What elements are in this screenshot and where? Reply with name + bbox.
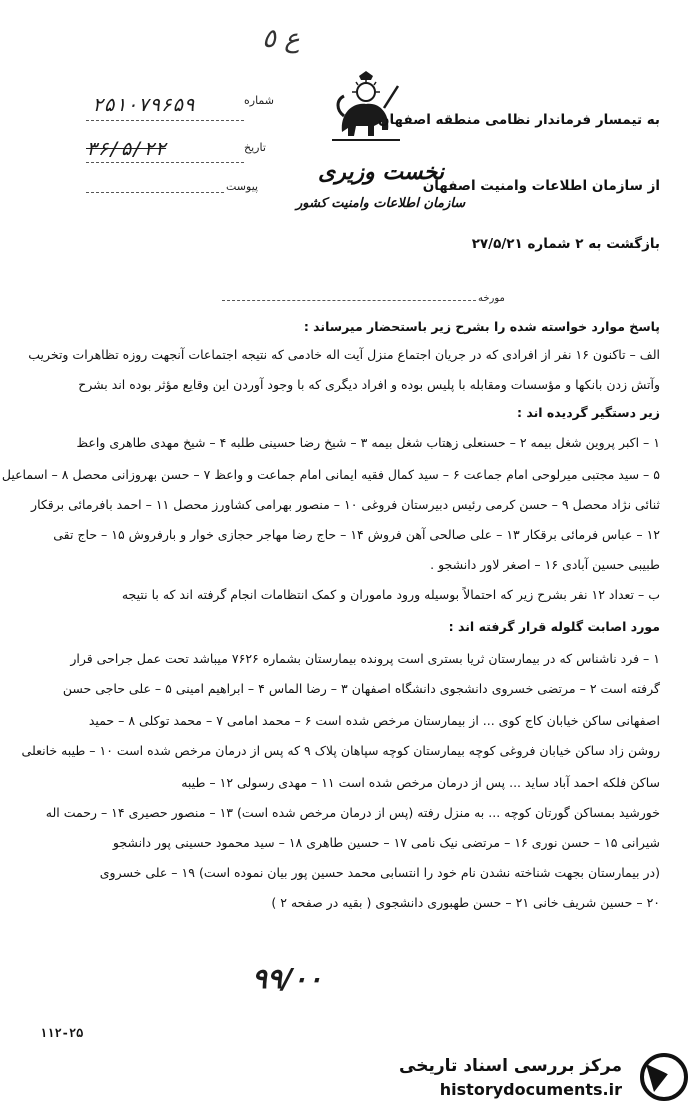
- body-line: مورد اصابت گلوله قرار گرفته اند :: [448, 619, 660, 634]
- attachment-label: پیوست: [226, 180, 259, 193]
- body-line: (در بیمارستان بجهت شناخته نشدن نام خود را انتسابی محمد حسین پور بیان نموده است) ۱۹ – علی خسروی: [99, 865, 660, 880]
- number-underline: [86, 120, 244, 121]
- body-line: زیر دستگیر گردیده اند :: [517, 405, 660, 420]
- date-value: ۳۶/۵/۲۲: [86, 138, 167, 160]
- body-line: گرفته است ۲ – مرتضی خسروی دانشجوی دانشگاه اصفهان ۳ – رضا الماس ۴ – ابراهیم امینی ۵ – علی حاجی حسن: [62, 681, 660, 696]
- body-line: ۵ – سید مجتبی میرلوحی امام جماعت ۶ – سید کمال فقیه ایمانی امام جماعت و واعظ ۷ – حسن بهروزانی محصل ۸ – اسماعیل: [1, 467, 660, 482]
- handwritten-signature: ۹۹/۰۰: [252, 962, 323, 995]
- office-subtitle: سازمان اطلاعات وامنیت کشور: [296, 196, 466, 211]
- body-line: ۱۲ – عباس فرمائی برقکار ۱۳ – علی صالحی آهن فروش ۱۴ – حاج رضا مهاجر حجازی خوار و بارفروش ۱۵ – حاج تقی: [53, 527, 660, 542]
- body-line: خورشید بمساکن گورتان کوچه ... به منزل رفته (پس از درمان مرخص شده است) ۱۳ – منصور حصیری ۱۴ – رحمت اله: [45, 805, 660, 820]
- body-line: ثنائی نژاد محصل ۹ – حسن کرمی رئیس دبیرستان فروغی ۱۰ – منصور بهرامی کشاورز محصل ۱۱ – احمد بافرمائی برقکار: [31, 497, 660, 512]
- date-marker-line: [222, 300, 476, 301]
- body-line: طبیبی حسین آبادی ۱۶ – اصغر لاور دانشجو .: [430, 557, 660, 572]
- date-label: تاریخ: [244, 141, 266, 154]
- archive-logo-icon: [636, 1052, 690, 1102]
- lion-and-sun-emblem-icon: [326, 70, 406, 150]
- office-title: نخست وزیری: [318, 160, 444, 185]
- page-code: ۱۱۲-۲۵: [40, 1026, 84, 1040]
- watermark-url: historydocuments.ir: [439, 1080, 622, 1099]
- body-line: الف – تاکنون ۱۶ نفر از افرادی که در جریان اجتماع منزل آیت اله خادمی که نتیجه اجتماعات آنجهت روزه تظاهرات وتخریب: [28, 347, 660, 362]
- date-marker: مورخه: [478, 293, 505, 304]
- date-underline: [86, 162, 244, 163]
- body-line: ساکن فلکه احمد آباد ساید ... پس از درمان مرخص شده است ۱۱ – مهدی رسولی ۱۲ – طیبه: [181, 775, 660, 790]
- top-scrawl: ع ٥: [262, 24, 300, 54]
- number-value: ۲۵۱۰۷۹۶۵۹: [92, 94, 195, 116]
- watermark-persian: مرکز بررسی اسناد تاریخی: [399, 1056, 622, 1076]
- body-line: شیرانی ۱۵ – حسن نوری ۱۶ – مرتضی نیک نامی ۱۷ – حسین طاهری ۱۸ – سید محمود حسینی پور دانشجو: [112, 835, 660, 850]
- number-label: شماره: [244, 94, 275, 107]
- addressee: به تیمسار فرماندار نظامی منطقه اصفهان: [377, 112, 660, 128]
- reference-line: بازگشت به ۲ شماره ۲۷/۵/۲۱: [471, 236, 660, 252]
- body-line: ۲۰ – حسین شریف خانی ۲۱ – حسن طهبوری دانشجوی ( بقیه در صفحه ۲ ): [271, 895, 660, 910]
- body-line: روشن زاد ساکن خیابان فروغی کوچه بیمارستان کوچه سپاهان پلاک ۹ که پس از درمان مرخص شده است ۱۰ – طیبه خانعلی: [21, 743, 660, 758]
- body-line: ب – تعداد ۱۲ نفر بشرح زیر که احتمالاً بوسیله ورود ماموران و کمک انتظامات انجام گرفته اند که با نتیجه: [121, 587, 660, 602]
- body-line: ۱ – فرد ناشناس که در بیمارستان ثریا بستری است پرونده بیمارستان بشماره ۷۶۲۶ میباشد تحت عمل جراحی قرار: [70, 651, 660, 666]
- sender: از سازمان اطلاعات وامنیت اصفهان: [422, 178, 660, 194]
- attachment-underline: [86, 192, 224, 193]
- body-line: ۱ – اکبر پروین شغل بیمه ۲ – حسنعلی زهتاب شغل بیمه ۳ – شیخ رضا حسینی طلبه ۴ – شیخ مهدی طاهری واعظ: [76, 435, 660, 450]
- body-line: اصفهانی ساکن خیابان کاج کوی ... از بیمارستان مرخص شده است ۶ – محمد امامی ۷ – محمد توکلی ۸ – حمید: [88, 713, 660, 728]
- body-line: پاسخ موارد خواسته شده را بشرح زیر باستحضار میرساند :: [303, 319, 660, 334]
- body-line: وآتش زدن بانکها و مؤسسات ومقابله با پلیس بوده و افراد دیگری که با وجود آوردن این وقایع مؤثر بوده اند بشرح: [78, 377, 660, 392]
